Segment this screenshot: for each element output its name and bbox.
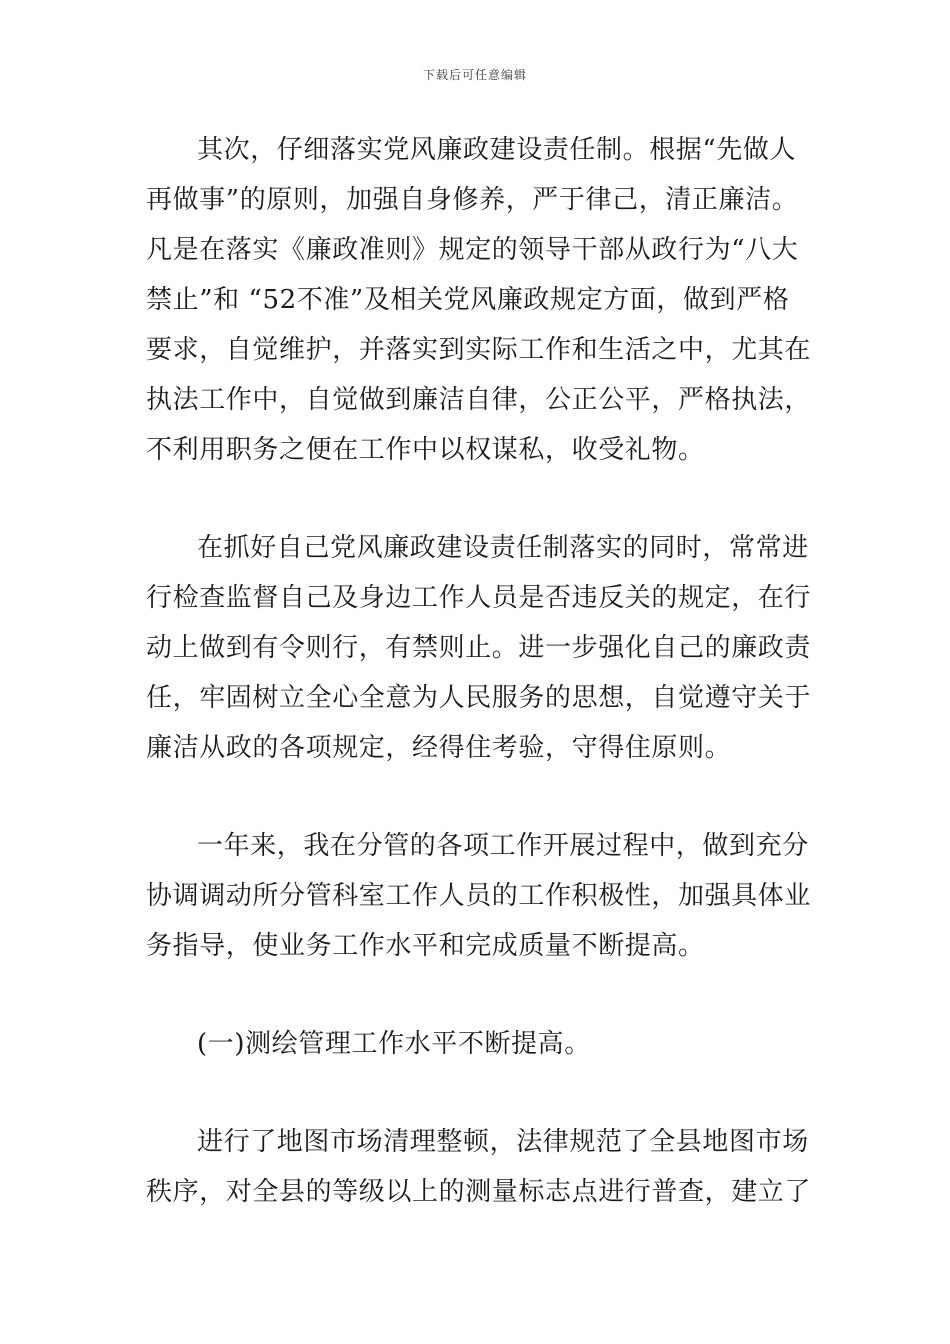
paragraph-line: 协调调动所分管科室工作人员的工作积极性，加强具体业 — [146, 881, 812, 911]
paragraph-line: 秩序，对全县的等级以上的测量标志点进行普查，建立了 — [146, 1177, 812, 1207]
paragraph-line: 廉洁从政的各项规定，经得住考验，守得住原则。 — [146, 733, 732, 763]
paragraph-line: 行检查监督自己及身边工作人员是否违反关的规定，在行 — [146, 583, 812, 613]
paragraph-line: 一年来，我在分管的各项工作开展过程中，做到充分 — [197, 831, 809, 861]
paragraph-line: 在抓好自己党风廉政建设责任制落实的同时，常常进 — [197, 533, 809, 563]
section-heading: (一)测绘管理工作水平不断提高。 — [197, 1029, 591, 1059]
paragraph-line: 要求，自觉维护，并落实到实际工作和生活之中，尤其在 — [146, 335, 812, 365]
paragraph-line: 执法工作中，自觉做到廉洁自律，公正公平，严格执法， — [146, 385, 812, 415]
paragraph-line: 务指导，使业务工作水平和完成质量不断提高。 — [146, 931, 705, 961]
paragraph-line: 其次，仔细落实党风廉政建设责任制。根据“先做人 — [197, 135, 797, 165]
paragraph-line: 禁止”和 “52不准”及相关党风廉政规定方面，做到严格 — [146, 285, 790, 315]
paragraph-line: 进行了地图市场清理整顿，法律规范了全县地图市场 — [197, 1127, 809, 1157]
page-header: 下载后可任意编辑 — [422, 68, 527, 82]
paragraph-line: 再做事”的原则，加强自身修养，严于律己，清正廉洁。 — [146, 185, 799, 215]
paragraph-line: 凡是在落实《廉政准则》规定的领导干部从政行为“八大 — [146, 235, 799, 265]
paragraph-line: 动上做到有令则行，有禁则止。进一步强化自己的廉政责 — [146, 633, 812, 663]
paragraph-line: 不利用职务之便在工作中以权谋私，收受礼物。 — [146, 435, 705, 465]
paragraph-line: 任，牢固树立全心全意为人民服务的思想，自觉遵守关于 — [146, 683, 812, 713]
